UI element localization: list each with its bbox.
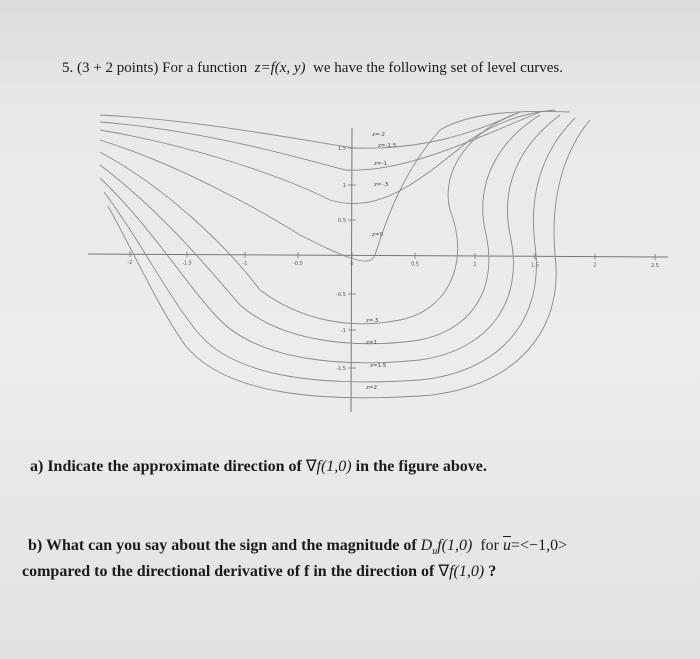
level-curve (100, 110, 555, 204)
directional-derivative-expression: f(1,0) (437, 537, 473, 554)
problem-points: (3 + 2 points) (77, 60, 159, 76)
x-tick-label: 0.5 (411, 261, 419, 268)
curve-label: z=0 (372, 232, 383, 238)
curve-label: z=-2 (372, 132, 385, 138)
y-tick-label: -0.5 (336, 292, 346, 298)
part-b-label: b) What can you say about the sign and the magnitude of (28, 537, 417, 554)
x-tick-label: 1 (473, 262, 477, 269)
curve-label: z=1 (366, 340, 377, 346)
x-tick-label: 2 (593, 262, 597, 269)
for-word: for (480, 537, 499, 554)
level-curve (100, 111, 570, 261)
y-tick-label: 1.5 (338, 146, 346, 152)
level-curve (100, 112, 520, 324)
problem-number: 5. (62, 60, 74, 76)
y-tick-label: 1 (342, 183, 346, 189)
vector-value: =<−1,0> (511, 537, 568, 554)
problem-rest: we have the following set of level curves. (313, 60, 563, 76)
x-axis (88, 254, 668, 257)
curve-label: z=2 (366, 385, 377, 391)
gradient-expression-b: f(1,0) (449, 563, 485, 581)
curve-label: z=-.5 (374, 182, 389, 188)
level-curve (108, 120, 590, 398)
curve-label: z=-1 (374, 161, 387, 167)
part-b-line2 (22, 562, 567, 582)
curve-label: z=-1.5 (378, 143, 397, 149)
gradient-expression: f(1,0) (316, 458, 352, 475)
part-a-label: a) Indicate the approximate direction of (30, 458, 302, 475)
y-tick-label: 0.5 (338, 218, 346, 224)
level-curve (100, 112, 540, 170)
x-tick-label: 1.5 (531, 262, 539, 269)
x-tick-label: -0.5 (293, 261, 303, 268)
directional-derivative-symbol: D (420, 537, 433, 554)
nabla-symbol-b: ∇ (438, 563, 450, 581)
x-tick-label: 2.5 (651, 262, 659, 269)
part-b-question (22, 536, 568, 582)
function-expression: z=f(x, y) (254, 60, 306, 76)
level-curves (100, 110, 590, 398)
y-axis (351, 128, 352, 412)
curve-label: z=.5 (366, 318, 379, 324)
part-b-line2-text: compared to the directional derivative of f in the direction of (22, 563, 435, 581)
x-tick-label: 0 (350, 261, 354, 268)
y-tick-label: -1 (341, 328, 346, 334)
x-axis-ticks (128, 251, 659, 269)
problem-intro: For a function (162, 60, 248, 76)
nabla-symbol: ∇ (305, 458, 317, 475)
y-tick-label: -1.5 (336, 366, 346, 372)
part-a-suffix: in the figure above. (355, 458, 487, 475)
level-curve (100, 115, 540, 344)
x-tick-label: -1 (242, 260, 248, 267)
vector-u: $\overline{u}$ (503, 537, 511, 554)
directional-derivative-subscript: u (432, 546, 438, 558)
part-a-question (30, 456, 487, 476)
curve-label: z=1.5 (370, 363, 387, 369)
question-mark: ? (488, 563, 497, 581)
x-tick-label: -2 (127, 260, 133, 267)
curve-labels (366, 132, 397, 391)
x-tick-label: -1.5 (182, 260, 192, 267)
level-curve (100, 115, 560, 363)
